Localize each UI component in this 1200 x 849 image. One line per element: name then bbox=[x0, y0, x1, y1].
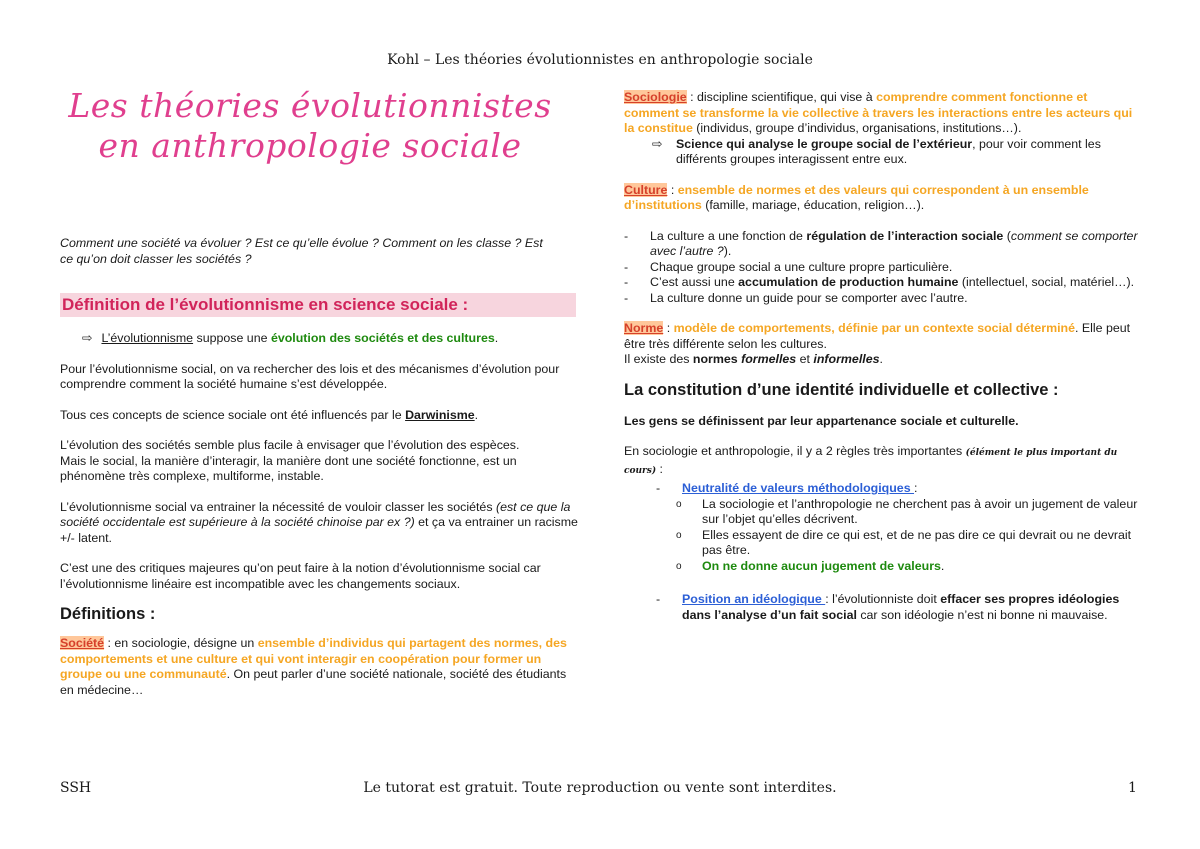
paragraph-critiques: C’est une des critiques majeures qu’on peut faire à la notion d’évolutionnisme social car l’évolutionnisme linéaire est incompatible avec les changements sociaux. bbox=[60, 561, 541, 591]
paragraph-darwinisme: Tous ces concepts de science sociale ont été influencés par le Darwinisme. bbox=[60, 407, 479, 422]
gens-definition: Les gens se définissent par leur appartenance sociale et culturelle. bbox=[624, 413, 1019, 428]
neutralite-subitem: o La sociologie et l’anthropologie ne cherchent pas à avoir un jugement de valeur sur l’objet qu’elles décrivent. bbox=[676, 496, 1138, 526]
definition-sociologie: Sociologie : discipline scientifique, qui vise à comprendre comment fonctionne et comment se transforme la vie collective à travers les interactions entre les acteurs qui la constitue (individus, groupe d’individus, organisations, institutions…). bbox=[624, 90, 1133, 135]
term-societe: Société bbox=[60, 636, 105, 650]
rule-neutralite: - Neutralité de valeurs méthodologiques : bbox=[656, 481, 918, 495]
left-column bbox=[60, 86, 580, 698]
document-title: Les théories évolutionnistes en anthropologie sociale bbox=[68, 86, 552, 165]
term-sociologie: Sociologie bbox=[624, 90, 687, 104]
culture-item: - La culture donne un guide pour se comporter avec l’autre. bbox=[624, 290, 968, 305]
definition-culture: Culture : ensemble de normes et des valeurs qui correspondent à un ensemble d’institutions (famille, mariage, éducation, religion…). bbox=[624, 182, 1089, 212]
arrow-icon: ⇨ bbox=[652, 136, 663, 151]
page-header: Kohl – Les théories évolutionnistes en anthropologie sociale bbox=[387, 52, 813, 68]
definition-societe: Société : en sociologie, désigne un ensemble d’individus qui partagent des normes, des comportements et une culture et qui vont interagir en coopération pour former un groupe ou une communauté. On peut parler d’une société nationale, société des étudiants en médecine… bbox=[60, 636, 567, 697]
neutralite-subitem: o On ne donne aucun jugement de valeurs. bbox=[676, 558, 945, 573]
rule-position: - Position an idéologique : l’évolutionniste doit effacer ses propres idéologies dans l’analyse d’un fait social car son idéologie n’est ni bonne ni mauvaise. bbox=[656, 592, 1120, 622]
evolutionnisme-bullet: ⇨ L’évolutionnisme suppose une évolution des sociétés et des cultures. bbox=[82, 331, 499, 345]
culture-item: - Chaque groupe social a une culture propre particulière. bbox=[624, 259, 953, 274]
section-heading-definition: Définition de l’évolutionnisme en science sociale : bbox=[60, 293, 576, 317]
footer-center: Le tutorat est gratuit. Toute reproduction ou vente sont interdites. bbox=[363, 780, 837, 796]
sociologie-arrow-bullet: ⇨ Science qui analyse le groupe social de l’extérieur, pour voir comment les différents groupes interagissent entre eux. bbox=[652, 136, 1101, 166]
paragraph-classer: L’évolutionnisme social va entrainer la nécessité de vouloir classer les sociétés (est ce que la société occidentale est supérieure à la société chinoise par ex ?) et ça va entrainer un racisme +/- latent. bbox=[60, 499, 578, 545]
arrow-icon: ⇨ bbox=[82, 331, 93, 345]
neutralite-subitem: o Elles essayent de dire ce qui est, et de ne pas dire ce qui devrait ou ne devrait pas être. bbox=[676, 527, 1132, 557]
page-number: 1 bbox=[1128, 780, 1137, 796]
darwinisme-term: Darwinisme bbox=[405, 407, 475, 422]
section-heading-identite: La constitution d’une identité individuelle et collective : bbox=[624, 380, 1059, 399]
intro-questions: Comment une société va évoluer ? Est ce qu’elle évolue ? Comment on les classe ? Est ce qu’on doit classer les sociétés ? bbox=[60, 236, 543, 266]
paragraph-lois: Pour l’évolutionnisme social, on va rechercher des lois et des mécanismes d’évolution pour comprendre comment la société humaine s’est développée. bbox=[60, 361, 560, 391]
normes-types: Il existe des normes formelles et informelles. bbox=[624, 352, 883, 366]
definition-norme: Norme : modèle de comportements, définie par un contexte social déterminé. Elle peut être très différente selon les cultures. bbox=[624, 321, 1131, 351]
right-column bbox=[624, 90, 1144, 623]
paragraph-evolution-especes: L’évolution des sociétés semble plus facile à envisager que l’évolution des espèces. bbox=[60, 438, 520, 452]
term-norme: Norme bbox=[624, 321, 664, 335]
regles-intro: En sociologie et anthropologie, il y a 2 règles très importantes (élément le plus important du cours) : bbox=[624, 444, 1118, 476]
culture-item: - La culture a une fonction de régulation de l’interaction sociale (comment se comporter avec l’autre ?). bbox=[624, 228, 1138, 258]
term-culture: Culture bbox=[624, 182, 668, 197]
footer-left: SSH bbox=[60, 780, 92, 796]
culture-item: - C’est aussi une accumulation de production humaine (intellectuel, social, matériel…). bbox=[624, 275, 1135, 289]
section-heading-definitions: Définitions : bbox=[60, 605, 156, 623]
paragraph-social-complexe: Mais le social, la manière d’interagir, la manière dont une société fonctionne, est un phénomène très complexe, multiforme, instable. bbox=[60, 453, 517, 483]
